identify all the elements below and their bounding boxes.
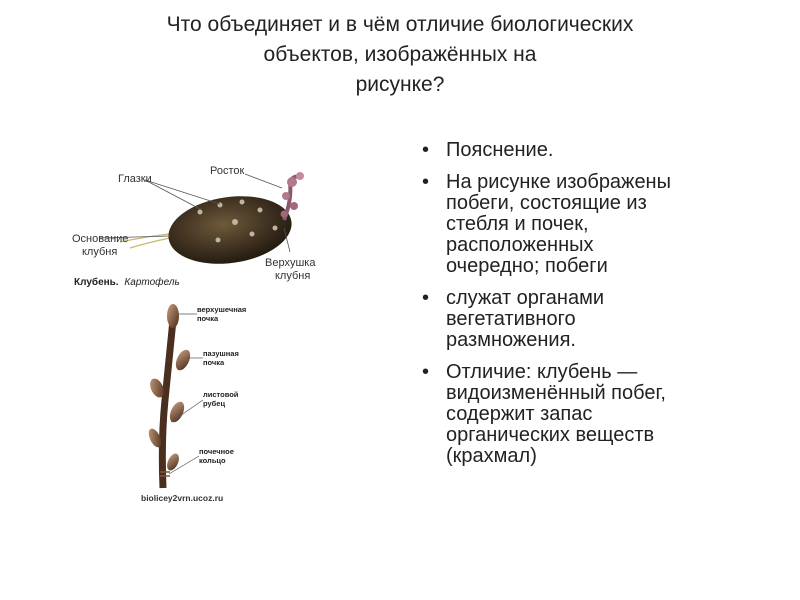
label-bud-ring: почечное — [199, 447, 234, 456]
label-apex: клубня — [275, 270, 311, 282]
label-apical-bud: верхушечная — [197, 305, 247, 314]
label-leaf-scar: листовой — [203, 390, 239, 399]
bullet-line: органических веществ — [446, 424, 655, 446]
svg-text:Клубень. Картофель — [74, 276, 180, 288]
caption-potato: Картофель — [124, 277, 180, 288]
label-axillary-bud: почка — [203, 358, 225, 367]
bullet-item — [418, 140, 768, 161]
title-line: объектов, изображённых на — [263, 43, 537, 66]
explanation-list — [418, 140, 768, 478]
shoot-illustration — [135, 300, 275, 510]
label-axillary-bud: пазушная — [203, 349, 239, 358]
bullet-item — [418, 172, 768, 277]
title-line: рисунке? — [355, 73, 445, 96]
sprout-shape — [281, 172, 305, 220]
bullet-line: видоизменённый побег, — [446, 382, 666, 404]
caption-tuber: Клубень. — [74, 277, 119, 288]
label-apex: Верхушка — [265, 257, 316, 269]
bullet-line: • Пояснение. — [446, 139, 554, 161]
watermark-text: biolicey2vrn.ucoz.ru — [141, 493, 224, 503]
bullet-line: стебля и почек, — [446, 213, 589, 235]
bullet-line: • На рисунке изображены — [446, 171, 671, 193]
label-eyes: Глазки — [118, 173, 152, 185]
potato-tuber-illustration — [70, 160, 330, 295]
bullet-line: (крахмал) — [446, 445, 537, 467]
bullet-line: • Отличие: клубень — — [446, 361, 638, 383]
label-base: клубня — [82, 246, 118, 258]
bullet-line: побеги, состоящие из — [446, 192, 647, 214]
bullet-item — [418, 362, 768, 467]
label-apical-bud: почка — [197, 314, 219, 323]
label-base: Основание — [72, 233, 129, 245]
bullet-line: расположенных — [446, 234, 594, 256]
title-line: Что объединяет и в чём отличие биологических — [166, 13, 634, 36]
label-leaf-scar: рубец — [203, 399, 226, 408]
label-bud-ring: кольцо — [199, 456, 226, 465]
bullet-line: • служат органами — [446, 287, 604, 309]
label-sprout: Росток — [210, 165, 245, 177]
bullet-line: содержит запас — [446, 403, 593, 425]
bullet-line: размножения. — [446, 329, 576, 351]
slide-title — [60, 10, 740, 100]
bullet-item — [418, 288, 768, 351]
bullet-line: вегетативного — [446, 308, 576, 330]
bullet-line: очередно; побеги — [446, 255, 608, 277]
